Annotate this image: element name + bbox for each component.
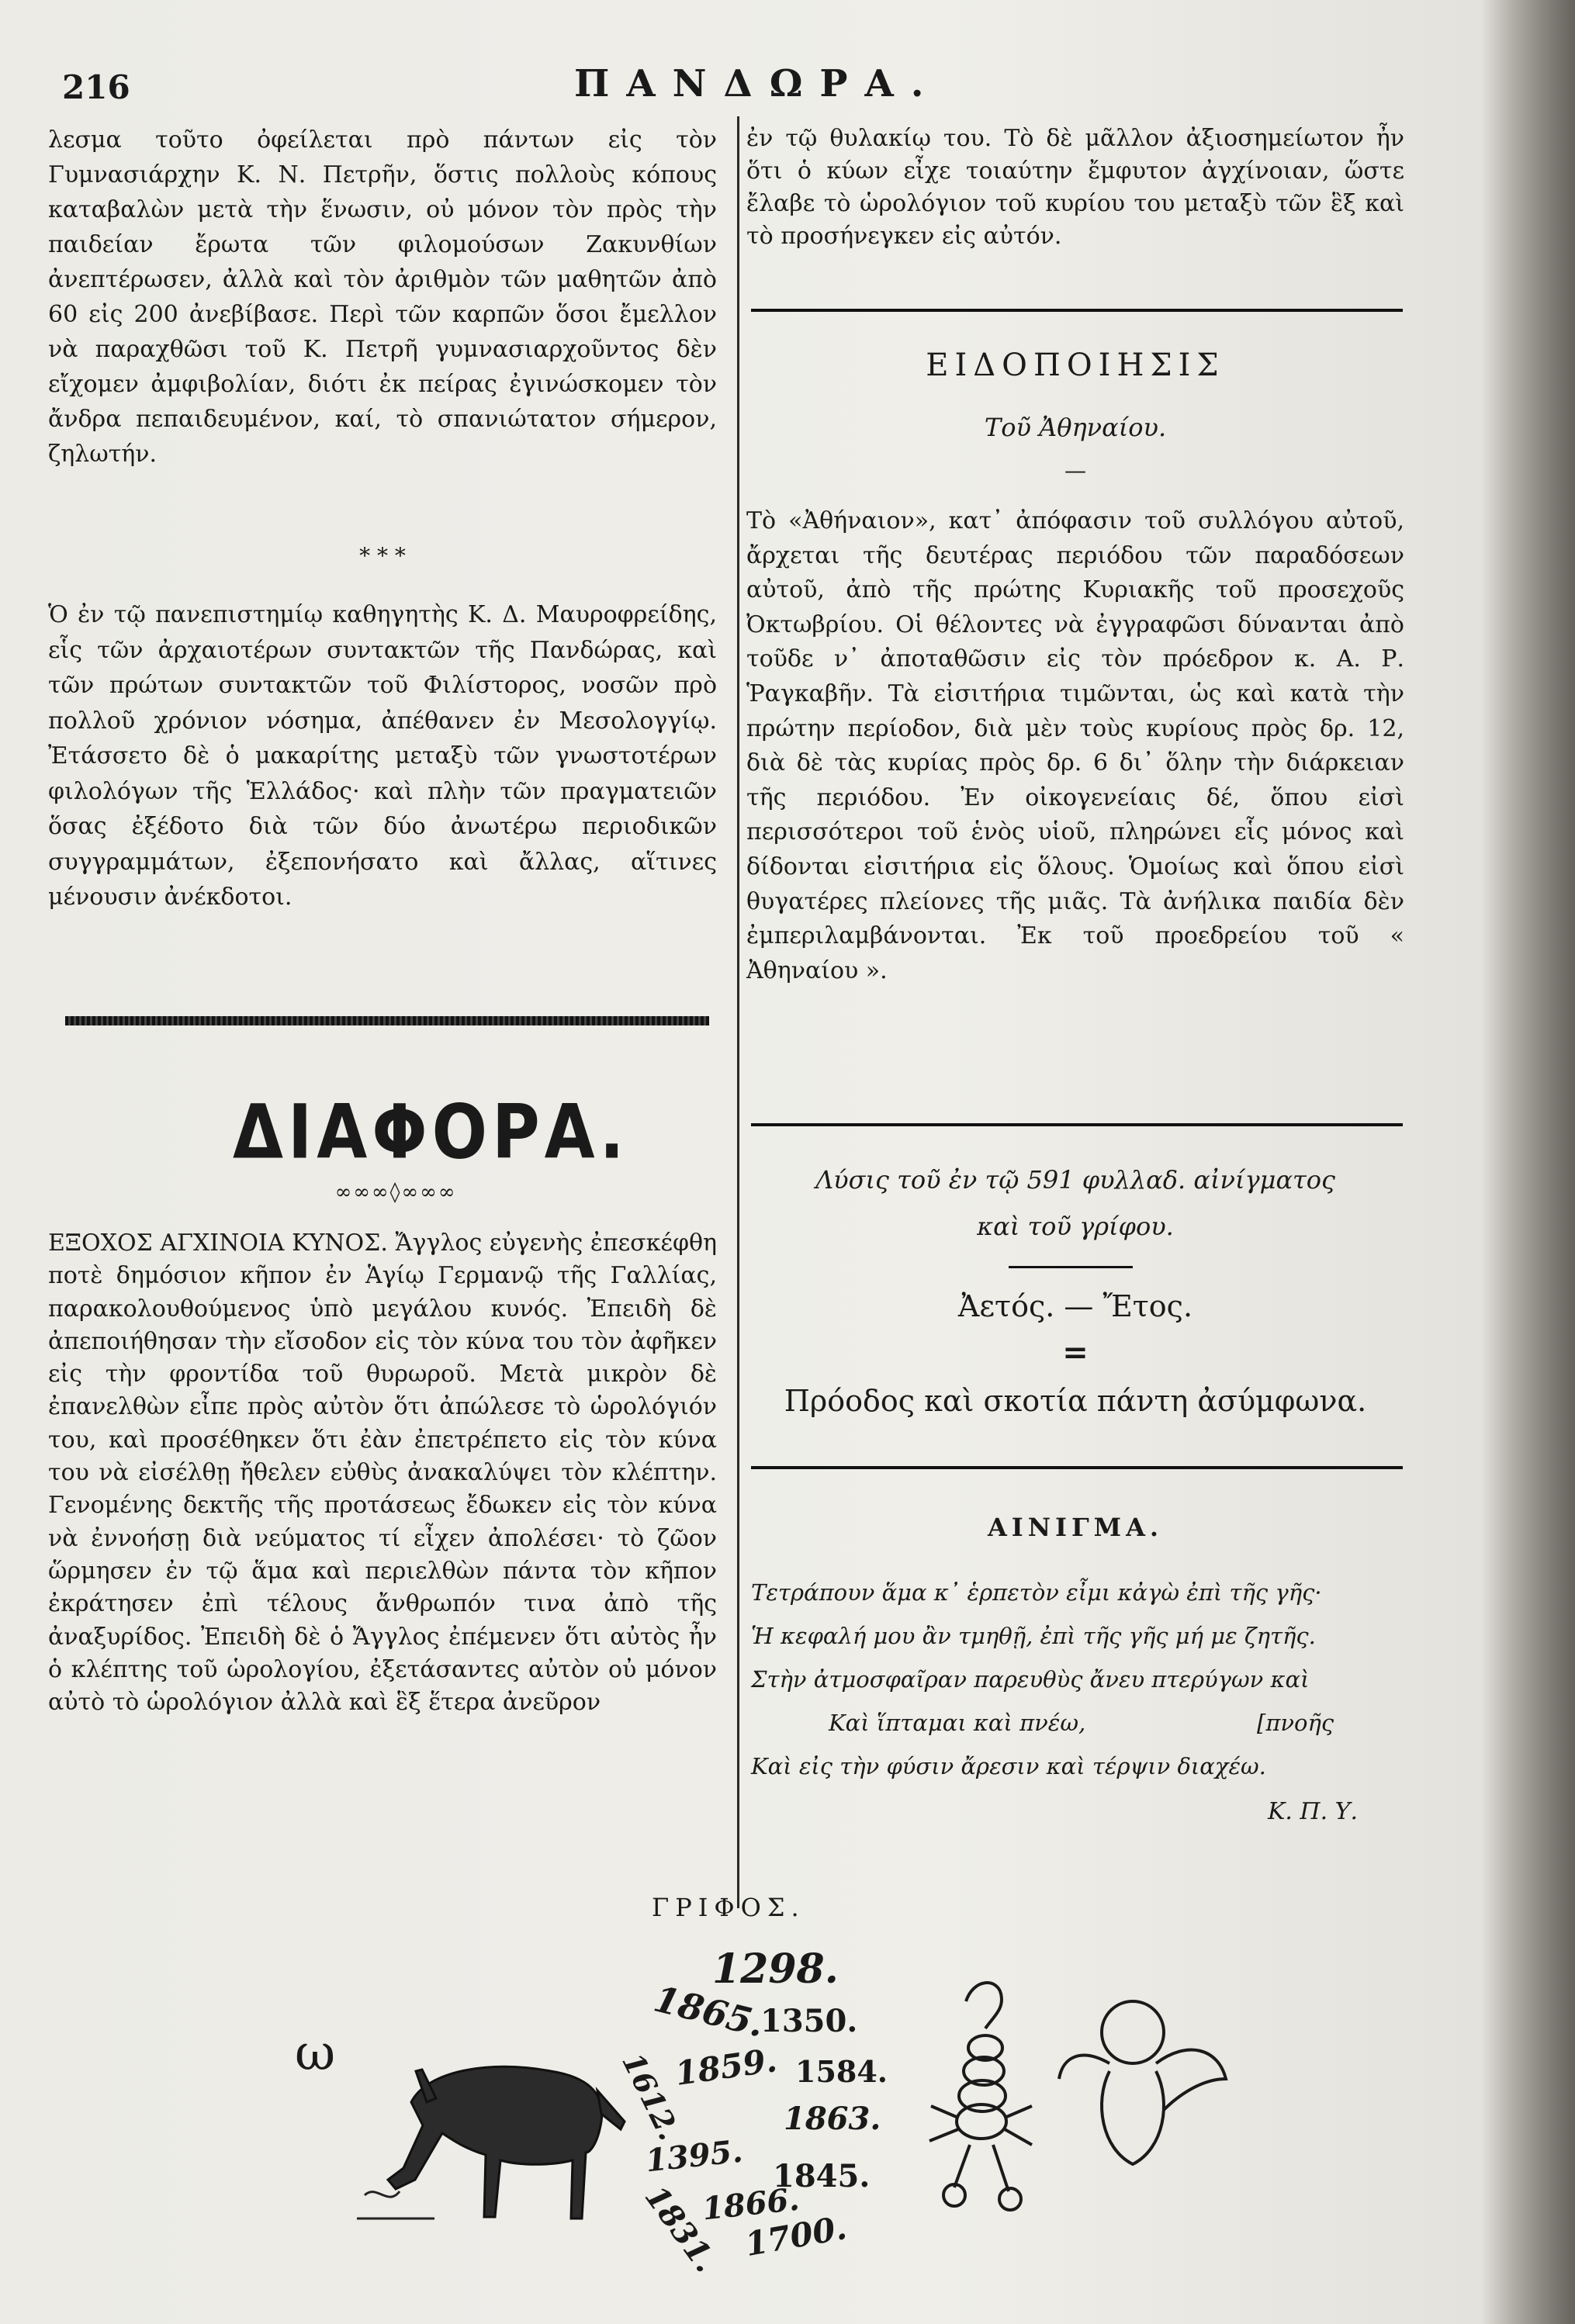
- riddle-line-2: Ἡ κεφαλή μου ἂν τμηθῇ, ἐπὶ τῆς γῆς μή με ζητῆς.: [751, 1623, 1316, 1649]
- notice-dash: —: [1064, 458, 1086, 483]
- griphos-number-3: 1350.: [760, 2003, 858, 2039]
- griphos-number-1: 1298.: [712, 1945, 839, 1993]
- ornament: ∞∞∞◊∞∞∞: [334, 1181, 457, 1204]
- griphos-number-9: 1845.: [773, 2158, 871, 2194]
- griphos-number-8: 1395.: [643, 2132, 745, 2180]
- solution-line-2: καὶ τοῦ γρίφου.: [977, 1212, 1174, 1241]
- riddle-bracket: [πνοῆς: [1257, 1710, 1334, 1736]
- notice-text: Τὸ «Ἀθήναιον», κατ᾽ ἀπόφασιν τοῦ συλλόγου αὐτοῦ, ἄρχεται τῆς δευτέρας περιόδου τῶν παραδόσεων αὐτοῦ, ἀπὸ τῆς πρώτης Κυριακῆς τοῦ προσεχοῦς Ὀκτωβρίου. Οἱ θέλοντες νὰ ἐγγραφῶσι δύνανται ἀπὸ τοῦδε ν᾽ ἀποταθῶσιν εἰς τὸν πρόεδρον κ. Α. Ρ. Ῥαγκαβῆν. Τὰ εἰσιτήρια τιμῶνται, ὡς καὶ κατὰ τὴν πρώτην περίοδον, διὰ μὲν τοὺς κυρίους πρὸς δρ. 12, διὰ δὲ τὰς κυρίας πρὸς δρ. 6 δι᾽ ὅλην τὴν διάρκειαν τῆς περιόδου. Ἐν οἰκογενείαις δέ, ὅπου εἰσὶ περισσότεροι τοῦ ἑνὸς υἱοῦ, πληρώνει εἷς μόνος καὶ δίδονται εἰσιτήρια εἰς ὅλους. Ὁμοίως καὶ ὅπου εἰσὶ θυγατέρες πλείονες τῆς μιᾶς. Τὰ ἀνήλικα παιδία δὲν ἐμπεριλαμβάνονται. Ἐκ τοῦ προεδρείου τοῦ « Ἀθηναίου ».: [746, 507, 1404, 984]
- riddle-rule-top: [751, 1466, 1403, 1469]
- scorpion-cherub-illustration: [923, 1963, 1234, 2226]
- column-divider: [737, 116, 739, 1908]
- left-paragraph-2: Ὁ ἐν τῷ πανεπιστημίῳ καθηγητὴς Κ. Δ. Μαυροφρείδης, εἷς τῶν ἀρχαιοτέρων συντακτῶν τῆς Πανδώρας, καὶ τῶν πρώτων συντακτῶν τοῦ Φιλίστορος, νοσῶν πρὸ πολλοῦ χρόνιον νόσημα, ἀπέθανεν ἐν Μεσολογγίῳ. Ἐτάσσετο δὲ ὁ μακαρίτης μεταξὺ τῶν γνωστοτέρων φιλολόγων τῆς Ἑλλάδος· καὶ πλὴν τῶν πραγματειῶν ὅσας ἐξέδοτο διὰ τῶν δύο ἀνωτέρω περιοδικῶν συγγραμμάτων, ἐξεπονήσατο καὶ ἄλλας, αἵτινες μένουσιν ἀνέκδοτοι.: [48, 601, 717, 911]
- griphos-number-11: 1831.: [637, 2179, 725, 2279]
- riddle-line-1: Τετράπουν ἅμα κ᾽ ἑρπετὸν εἶμι κἀγὼ ἐπὶ τῆς γῆς·: [751, 1579, 1322, 1606]
- notice-rule-top: [751, 309, 1403, 312]
- riddle-title: ΑΙΝΙΓΜΑ.: [987, 1513, 1164, 1542]
- page-header-title: ΠΑΝΔΩΡΑ.: [574, 62, 941, 105]
- griphos-number-7: 1863.: [784, 2101, 881, 2137]
- section-title: ΔΙΑΦΟΡΑ.: [233, 1088, 629, 1176]
- solution-proverb: Πρόοδος καὶ σκοτία πάντη ἀσύμφωνα.: [784, 1384, 1367, 1418]
- solution-line-1: Λύσις τοῦ ἐν τῷ 591 φυλλαδ. αἰνίγματος: [815, 1165, 1335, 1195]
- notice-title: ΕΙΔΟΠΟΙΗΣΙΣ: [926, 348, 1225, 383]
- asterism: * * *: [359, 543, 406, 569]
- solution-answer: Ἀετός. — Ἔτος.: [957, 1289, 1193, 1323]
- solution-equals: =: [1062, 1334, 1089, 1371]
- page-edge-shadow: [1482, 0, 1575, 2324]
- griphos-number-12: 1700.: [742, 2208, 850, 2264]
- solution-rule-top: [751, 1123, 1403, 1126]
- right-paragraph-1: ἐν τῷ θυλακίῳ του. Τὸ δὲ μᾶλλον ἀξιοσημείωτον ἦν ὅτι ὁ κύων εἶχε τοιαύτην ἔμφυτον ἀγχίνοιαν, ὥστε ἔλαβε τὸ ὡρολόγιον τοῦ κυρίου του μεταξὺ τῶν ἓξ καὶ τὸ προσήνεγκεν εἰς αὐτόν.: [746, 125, 1404, 250]
- griphos-number-4: 1859.: [673, 2041, 780, 2093]
- solution-separator: [1009, 1266, 1133, 1268]
- page-number: 216: [62, 68, 130, 106]
- griphos-number-6: 1612.: [615, 2047, 687, 2146]
- griphos-letter: ω: [295, 2025, 336, 2082]
- griphos-number-2: 1865.: [649, 1977, 769, 2046]
- griphos-number-10: 1866.: [700, 2180, 801, 2228]
- griphos-title: ΓΡΙΦΟΣ.: [652, 1893, 805, 1922]
- notice-subtitle: Τοῦ Ἀθηναίου.: [984, 413, 1167, 442]
- left-paragraph-3: ΕΞΟΧΟΣ ΑΓΧΙΝΟΙΑ ΚΥΝΟΣ. Ἄγγλος εὐγενὴς ἐπεσκέφθη ποτὲ δημόσιον κῆπον ἐν Ἁγίῳ Γερμανῷ τῆς Γαλλίας, παρακολουθούμενος ὑπὸ μεγάλου κυνός. Ἐπειδὴ δὲ ἀπεποιήθησαν τὴν εἴσοδον εἰς τὸν κύνα του τὸν ἀφῆκεν εἰς τὴν φροντίδα τοῦ θυρωροῦ. Μετὰ μικρὸν δὲ ἐπανελθὼν εἶπε πρὸς αὐτὸν ὅτι ἀπώλεσε τὸ ὡρολόγιόν του, καὶ προσέθηκεν ὅτι ἐὰν ἐπετρέπετο εἰς τὸν κύνα του νὰ εἰσέλθῃ ἤθελεν εὐθὺς ἀνακαλύψει τὸν κλέπτην. Γενομένης δεκτῆς τῆς προτάσεως ἔδωκεν εἰς τὸν κύνα νὰ ἐννοήσῃ διὰ νεύματος τί εἶχεν ἀπολέσει· τὸ ζῶον ὥρμησεν ἐν τῷ ἅμα καὶ περιελθὼν πάντα τὸν κῆπον ἐκράτησεν ἐπὶ τέλους ἄνθρωπόν τινα ἀπὸ τῆς ἀναξυρίδος. Ἐπειδὴ δὲ ὁ Ἄγγλος ἐπέμενεν ὅτι αὐτὸς ἦν ὁ κλέπτης τοῦ ὡρολογίου, ἐξετάσαντες αὐτὸν οὐ μόνον αὐτὸ τὸ ὡρολόγιον ἀλλὰ καὶ ἓξ ἕτερα ἀνεῦρον: [48, 1229, 717, 1717]
- left-paragraph-1: λεσμα τοῦτο ὀφείλεται πρὸ πάντων εἰς τὸν Γυμνασιάρχην Κ. Ν. Πετρῆν, ὅστις πολλοὺς κόπους καταβαλὼν μετὰ τὴν ἕνωσιν, οὐ μόνον τὸν πρὸς τὴν παιδείαν ἔρωτα τῶν φιλομούσων Ζακυνθίων ἀνεπτέρωσεν, ἀλλὰ καὶ τὸν ἀριθμὸν τῶν μαθητῶν ἀπὸ 60 εἰς 200 ἀνεβίβασε. Περὶ τῶν καρπῶν ὅσοι ἔμελλον νὰ παραχθῶσι τοῦ Κ. Πετρῆ γυμνασιαρχοῦντος δὲν εἴχομεν ἀμφιβολίαν, διότι ἐκ πείρας ἐγινώσκομεν τὸν ἄνδρα πεπαιδευμένον, καί, τὸ σπανιώτατον σήμερον, ζηλωτήν.: [48, 126, 717, 468]
- section-rule: [65, 1016, 709, 1025]
- donkey-illustration: [341, 1986, 667, 2242]
- griphos-number-5: 1584.: [795, 2054, 888, 2089]
- riddle-line-5: Καὶ εἰς τὴν φύσιν ἄρεσιν καὶ τέρψιν διαχέω.: [751, 1753, 1266, 1779]
- riddle-line-3: Στὴν ἀτμοσφαῖραν παρευθὺς ἄνευ πτερύγων καὶ: [751, 1666, 1310, 1693]
- riddle-signature: Κ. Π. Υ.: [1267, 1798, 1358, 1825]
- riddle-line-4: Καὶ ἵπταμαι καὶ πνέω,: [829, 1710, 1086, 1736]
